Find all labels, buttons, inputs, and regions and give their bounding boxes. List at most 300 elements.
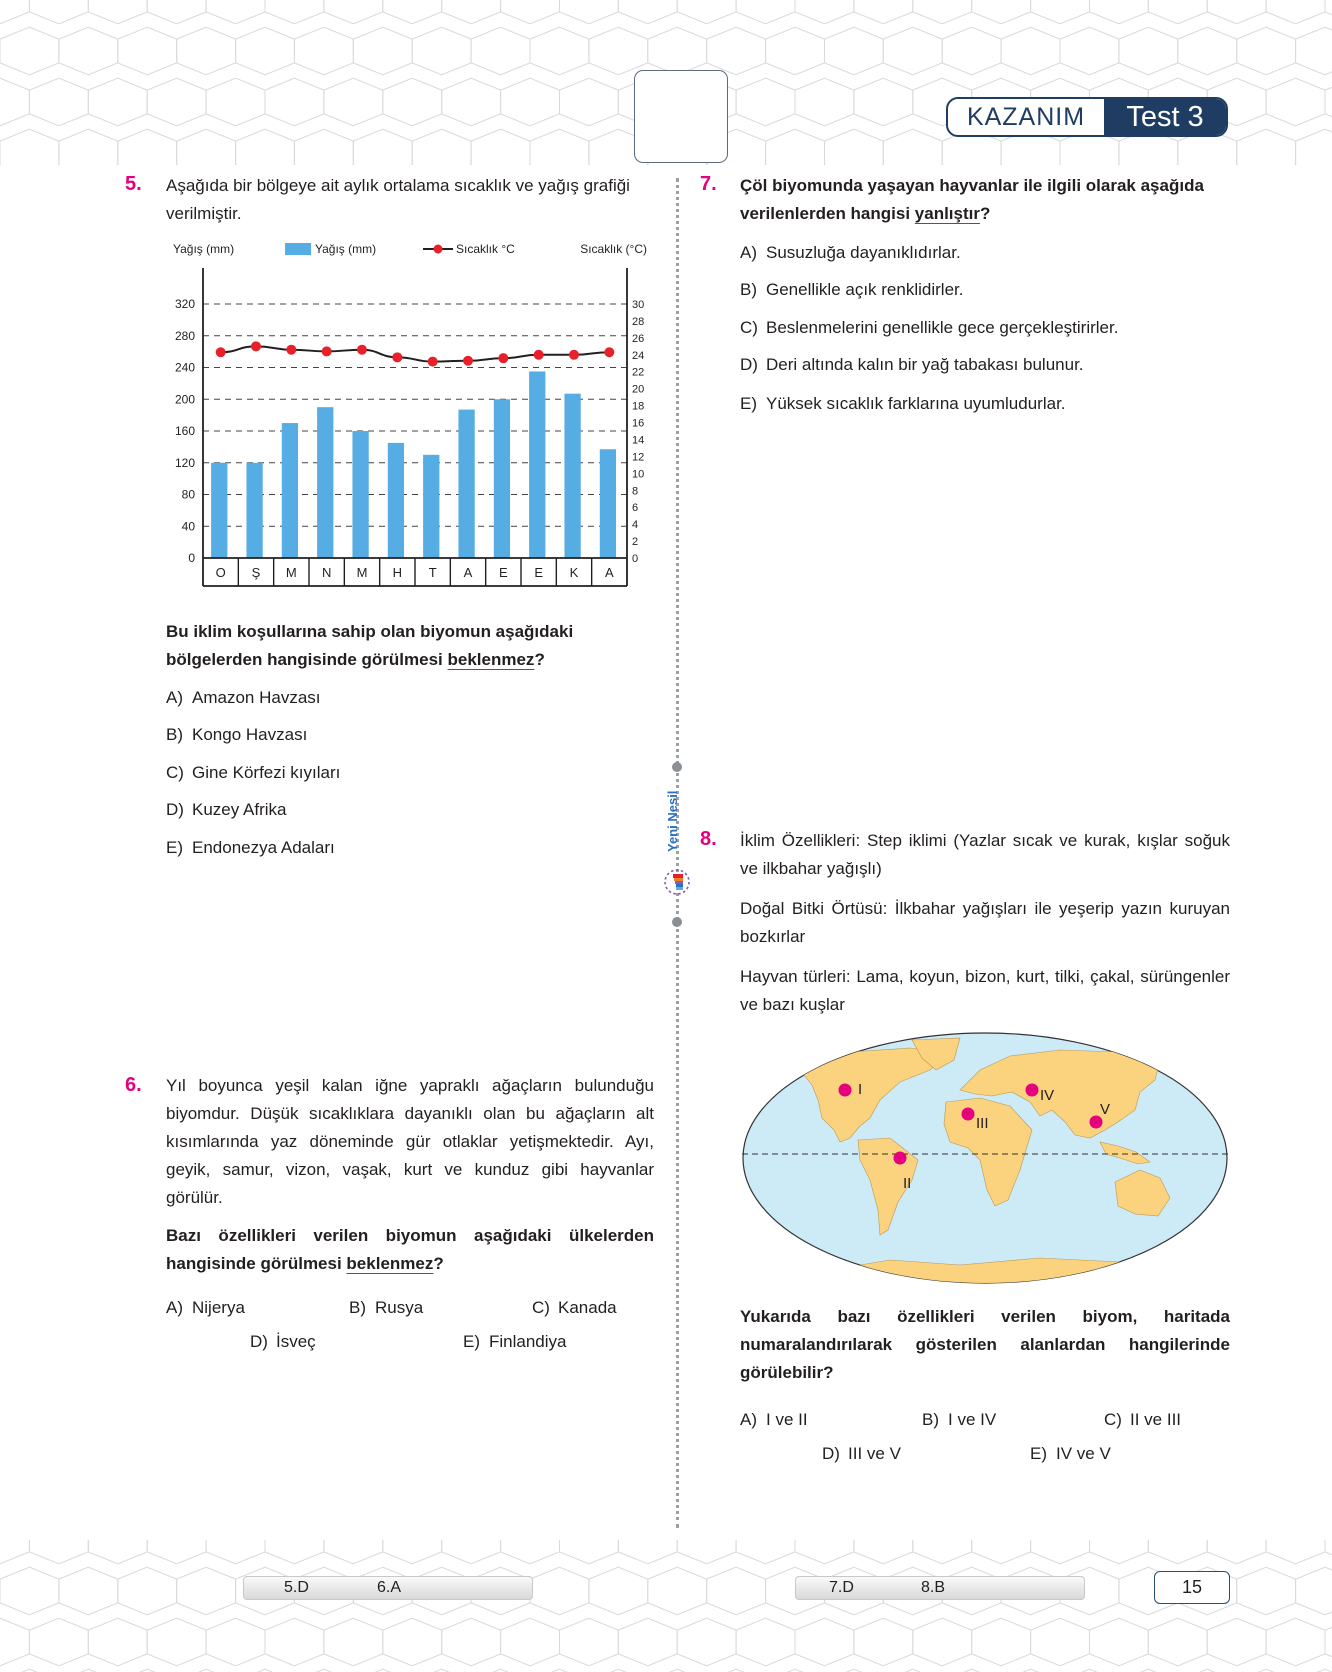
hexagon-shape xyxy=(1237,129,1296,165)
option-text: Kongo Havzası xyxy=(192,725,308,744)
q7-question-text: Çöl biyomunda yaşayan hayvanlar ile ilgili olarak aşağıda verilenlerden hangisi xyxy=(740,176,1204,223)
hexagon-shape xyxy=(1296,129,1332,165)
q6-option-a[interactable] xyxy=(166,1298,245,1318)
q7-question-end: ? xyxy=(979,204,991,223)
q7-option-e[interactable] xyxy=(740,394,1066,414)
y-tick-label: 160 xyxy=(174,424,195,438)
hexagon-shape xyxy=(383,1618,442,1666)
q6-question-emphasis: beklenmez xyxy=(346,1254,434,1273)
y-tick-label: 120 xyxy=(174,455,195,470)
hexagon-shape xyxy=(972,1618,1031,1666)
y2-tick-label: 28 xyxy=(632,315,645,328)
q5-option-a[interactable] xyxy=(166,688,321,708)
option-letter: E) xyxy=(740,394,757,413)
bar-precip xyxy=(564,394,580,558)
y2-tick-label: 26 xyxy=(632,332,645,345)
option-letter: A) xyxy=(740,1410,757,1429)
q5-question xyxy=(166,618,658,674)
hexagon-shape xyxy=(0,0,29,24)
hexagon-shape xyxy=(766,27,825,75)
temperature-point xyxy=(322,346,332,356)
hexagon-shape xyxy=(294,129,353,165)
hexagon-shape xyxy=(412,129,471,165)
option-text: Susuzluğa dayanıklıdırlar. xyxy=(766,243,961,262)
question-number-7: 7. xyxy=(700,173,717,195)
x-tick-label: Ş xyxy=(251,565,261,580)
bar-precip xyxy=(423,455,439,558)
option-text: Gine Körfezi kıyıları xyxy=(192,763,341,782)
hexagon-shape xyxy=(88,78,147,126)
option-text: Genellikle açık renklidirler. xyxy=(766,280,964,299)
y-tick-label: 320 xyxy=(174,297,195,311)
map-marker-label: V xyxy=(1100,1101,1111,1118)
temperature-point xyxy=(216,347,226,357)
hexagon-shape xyxy=(1031,0,1090,24)
question-number-8: 8. xyxy=(700,828,717,850)
badge-test-number: Test 3 xyxy=(1104,99,1226,135)
hexagon-shape xyxy=(825,27,884,75)
hexagon-shape xyxy=(854,0,913,24)
hexagon-shape xyxy=(1031,1540,1090,1564)
hexagon-shape xyxy=(29,1618,88,1666)
hexagon-shape xyxy=(795,1540,854,1564)
hexagon-shape xyxy=(206,0,265,24)
hexagon-shape xyxy=(913,1540,972,1564)
x-tick-label: M xyxy=(356,565,368,580)
q7-option-d[interactable] xyxy=(740,355,1084,375)
hexagon-shape xyxy=(177,129,236,165)
legend-label-temp: Sıcaklık °C xyxy=(456,242,515,256)
temperature-line xyxy=(221,346,610,361)
option-text: III ve V xyxy=(848,1444,901,1463)
temperature-point xyxy=(428,357,438,367)
map-marker xyxy=(894,1152,907,1165)
hexagon-shape xyxy=(707,27,766,75)
answer-6: 6.A xyxy=(377,1579,402,1596)
hexagon-shape xyxy=(1119,27,1178,75)
option-letter: E) xyxy=(1030,1444,1047,1463)
hexagon-shape xyxy=(324,0,383,24)
legend-label-precip: Yağış (mm) xyxy=(315,242,377,256)
hexagon-shape xyxy=(29,1540,88,1564)
x-tick-label: M xyxy=(285,565,297,580)
hexagon-shape xyxy=(29,0,88,24)
q6-option-e[interactable] xyxy=(463,1332,567,1352)
hexagon-shape xyxy=(177,1567,236,1615)
q8-option-a[interactable] xyxy=(740,1410,808,1430)
hexagon-shape xyxy=(265,0,324,24)
hexagon-shape xyxy=(118,1567,177,1615)
hexagon-shape xyxy=(1090,0,1149,24)
hexagon-shape xyxy=(353,27,412,75)
q6-option-d[interactable] xyxy=(250,1332,316,1352)
x-tick-label: N xyxy=(321,565,332,580)
q5-intro: Aşağıda bir bölgeye ait aylık ortalama sıcaklık ve yağış grafiği verilmiştir. xyxy=(166,176,630,223)
hexagon-shape xyxy=(1296,27,1332,75)
hexagon-shape xyxy=(1148,1540,1207,1564)
y2-tick-label: 0 xyxy=(632,553,639,565)
hexagon-shape xyxy=(1266,78,1325,126)
q5-option-e[interactable] xyxy=(166,838,335,858)
answer-key-right xyxy=(795,1576,1085,1600)
hexagon-shape xyxy=(88,1540,147,1564)
hexagon-shape xyxy=(294,27,353,75)
hexagon-shape xyxy=(913,1618,972,1666)
hexagon-shape xyxy=(648,1567,707,1615)
hexagon-shape xyxy=(0,129,59,165)
option-text: Rusya xyxy=(375,1298,424,1317)
hexagon-shape xyxy=(589,1567,648,1615)
option-text: IV ve V xyxy=(1056,1444,1111,1463)
blank-frame xyxy=(634,70,728,163)
bar-precip xyxy=(317,407,333,558)
answer-key-left xyxy=(243,1576,533,1600)
y2-tick-label: 10 xyxy=(632,468,645,481)
option-letter: E) xyxy=(463,1332,480,1351)
option-letter: E) xyxy=(166,838,183,857)
q5-option-d[interactable] xyxy=(166,800,287,820)
q8-question: Yukarıda bazı özellikleri verilen biyom, haritada numaralandırılarak gösterilen alanlardan hangilerinde görülebilir? xyxy=(740,1307,1230,1382)
y2-tick-label: 20 xyxy=(632,383,645,396)
option-letter: C) xyxy=(1104,1410,1122,1429)
option-text: I ve II xyxy=(766,1410,808,1429)
hexagon-shape xyxy=(648,27,707,75)
land-antarctica xyxy=(830,1258,1160,1290)
bar-precip xyxy=(600,449,616,558)
y-tick-label: 0 xyxy=(188,551,195,565)
hexagon-shape xyxy=(677,1618,736,1666)
y2-tick-label: 2 xyxy=(632,536,639,549)
q8-option-b[interactable] xyxy=(922,1410,996,1430)
hexagon-shape xyxy=(1266,1540,1325,1564)
hexagon-shape xyxy=(1266,0,1325,24)
y-tick-label: 80 xyxy=(181,487,195,502)
hexagon-shape xyxy=(589,27,648,75)
option-letter: D) xyxy=(250,1332,268,1351)
y2-tick-label: 30 xyxy=(632,299,645,311)
hexagon-shape xyxy=(118,27,177,75)
hexagon-pattern-bottom xyxy=(0,1540,1332,1672)
hexagon-shape xyxy=(972,1540,1031,1564)
hexagon-shape xyxy=(1090,1618,1149,1666)
q7-option-b[interactable] xyxy=(740,280,963,300)
hexagon-shape xyxy=(501,1618,560,1666)
hexagon-shape xyxy=(1325,1540,1332,1564)
hexagon-shape xyxy=(618,0,677,24)
option-text: Endonezya Adaları xyxy=(192,838,335,857)
y2-tick-label: 18 xyxy=(632,400,645,413)
hexagon-shape xyxy=(1207,1540,1266,1564)
x-tick-label: E xyxy=(498,565,508,580)
y-tick-label: 240 xyxy=(174,360,195,375)
q6-option-c[interactable] xyxy=(532,1298,617,1318)
brand-emblem-icon xyxy=(663,868,691,896)
hexagon-shape xyxy=(383,78,442,126)
hexagon-shape xyxy=(118,129,177,165)
hexagon-shape xyxy=(236,27,295,75)
test-badge xyxy=(946,97,1228,137)
option-text: İsveç xyxy=(276,1332,316,1351)
hexagon-shape xyxy=(1325,78,1332,126)
q8-vegetation: Doğal Bitki Örtüsü: İlkbahar yağışları ile yeşerip yazın kuruyan bozkırlar xyxy=(740,899,1230,946)
y2-tick-label: 6 xyxy=(632,502,639,515)
hexagon-shape xyxy=(206,1540,265,1564)
hexagon-shape xyxy=(59,1567,118,1615)
hexagon-shape xyxy=(147,1540,206,1564)
q6-question xyxy=(166,1222,654,1278)
hexagon-shape xyxy=(88,0,147,24)
page-number: 15 xyxy=(1154,1571,1230,1604)
option-letter: B) xyxy=(740,280,757,299)
hexagon-shape xyxy=(324,1540,383,1564)
hexagon-shape xyxy=(471,129,530,165)
bar-precip xyxy=(211,463,227,558)
q6-intro: Yıl boyunca yeşil kalan iğne yapraklı ağaçların bulunduğu biyomdur. Düşük sıcaklıklara dayanıklı olan bu ağaçların alt kısımlarında yaz döneminde gür otlaklar yetişmektedir. Ayı, geyik, samur, vizon, vaşak, kurt ve kunduz gibi hayvanlar görülür. xyxy=(166,1076,654,1207)
hexagon-shape xyxy=(206,1618,265,1666)
x-tick-label: A xyxy=(463,565,473,580)
hexagon-shape xyxy=(1325,1618,1332,1666)
divider-dot xyxy=(672,917,682,927)
y2-tick-label: 14 xyxy=(632,434,645,447)
map-marker-label: II xyxy=(903,1175,912,1192)
hexagon-shape xyxy=(883,129,942,165)
hexagon-shape xyxy=(1148,0,1207,24)
bar-precip xyxy=(494,399,510,558)
q8-option-d[interactable] xyxy=(822,1444,901,1464)
hexagon-shape xyxy=(1207,0,1266,24)
hexagon-shape xyxy=(471,27,530,75)
temperature-point xyxy=(286,345,296,355)
y-tick-label: 280 xyxy=(174,328,195,343)
option-letter: D) xyxy=(166,800,184,819)
y-tick-label: 40 xyxy=(181,519,195,534)
hexagon-shape xyxy=(442,78,501,126)
hexagon-shape xyxy=(1237,1567,1296,1615)
hexagon-shape xyxy=(1090,1540,1149,1564)
temperature-point xyxy=(251,341,261,351)
hexagon-shape xyxy=(0,27,59,75)
map-marker-label: I xyxy=(858,1081,863,1098)
hexagon-shape xyxy=(560,1540,619,1564)
q7-question xyxy=(740,172,1230,228)
temperature-point xyxy=(534,350,544,360)
hexagon-shape xyxy=(854,78,913,126)
option-text: Kanada xyxy=(558,1298,617,1317)
hexagon-shape xyxy=(383,0,442,24)
q8-animals: Hayvan türleri: Lama, koyun, bizon, kurt, tilki, çakal, sürüngenler ve bazı kuşlar xyxy=(740,967,1230,1014)
hexagon-shape xyxy=(59,129,118,165)
hexagon-shape xyxy=(236,129,295,165)
hexagon-shape xyxy=(88,1618,147,1666)
q5-option-c[interactable] xyxy=(166,763,340,783)
question-number-5: 5. xyxy=(125,173,142,195)
hexagon-shape xyxy=(972,0,1031,24)
y-axis-label: Yağış (mm) xyxy=(173,242,235,256)
map-marker-label: IV xyxy=(1040,1087,1055,1104)
bar-precip xyxy=(282,423,298,558)
option-letter: A) xyxy=(166,1298,183,1317)
answer-8: 8.B xyxy=(921,1579,946,1596)
temperature-point xyxy=(392,352,402,362)
hexagon-shape xyxy=(560,1618,619,1666)
option-text: Amazon Havzası xyxy=(192,688,321,707)
q5-question-emphasis: beklenmez xyxy=(447,650,535,669)
hexagon-shape xyxy=(1266,1618,1325,1666)
hexagon-shape xyxy=(618,1618,677,1666)
hexagon-shape xyxy=(1325,0,1332,24)
q7-question-emphasis: yanlıştır xyxy=(914,204,980,223)
temperature-point xyxy=(569,350,579,360)
legend-swatch-precip xyxy=(285,243,311,255)
option-letter: C) xyxy=(166,763,184,782)
map-marker xyxy=(962,1108,975,1121)
temperature-point xyxy=(604,347,614,357)
hexagon-shape xyxy=(442,1618,501,1666)
option-letter: A) xyxy=(166,688,183,707)
hexagon-shape xyxy=(1296,1567,1332,1615)
q5-question-end: ? xyxy=(534,650,545,669)
hexagon-shape xyxy=(1237,27,1296,75)
x-tick-label: O xyxy=(215,565,226,580)
brand-logo xyxy=(661,790,693,900)
hexagon-shape xyxy=(353,129,412,165)
hexagon-shape xyxy=(324,78,383,126)
option-text: Finlandiya xyxy=(489,1332,567,1351)
hexagon-shape xyxy=(942,27,1001,75)
hexagon-shape xyxy=(766,129,825,165)
y2-tick-label: 12 xyxy=(632,451,645,464)
y-tick-label: 200 xyxy=(174,392,195,407)
option-letter: C) xyxy=(532,1298,550,1317)
q7-option-c[interactable] xyxy=(740,318,1118,338)
hexagon-shape xyxy=(913,0,972,24)
q7-option-a[interactable] xyxy=(740,243,961,263)
hexagon-shape xyxy=(707,1567,766,1615)
option-letter: B) xyxy=(166,725,183,744)
q5-question-text: Bu iklim koşullarına sahip olan biyomun aşağıdaki bölgelerden hangisinde görülmesi xyxy=(166,622,574,669)
hexagon-shape xyxy=(1178,27,1237,75)
option-letter: C) xyxy=(740,318,758,337)
hexagon-shape xyxy=(265,1618,324,1666)
hexagon-shape xyxy=(530,27,589,75)
hexagon-shape xyxy=(736,0,795,24)
option-letter: B) xyxy=(349,1298,366,1317)
hexagon-shape xyxy=(560,78,619,126)
y2-axis-label: Sıcaklık (°C) xyxy=(580,242,647,256)
hexagon-shape xyxy=(560,0,619,24)
hexagon-shape xyxy=(883,27,942,75)
hexagon-shape xyxy=(383,1540,442,1564)
temperature-point xyxy=(463,356,473,366)
hexagon-shape xyxy=(501,0,560,24)
bar-precip xyxy=(529,371,545,558)
hexagon-shape xyxy=(618,1540,677,1564)
q6-option-b[interactable] xyxy=(349,1298,423,1318)
option-letter: B) xyxy=(922,1410,939,1429)
hexagon-shape xyxy=(736,1540,795,1564)
hexagon-shape xyxy=(265,1540,324,1564)
hexagon-shape xyxy=(147,78,206,126)
map-marker xyxy=(839,1084,852,1097)
y2-tick-label: 4 xyxy=(632,519,639,532)
option-letter: A) xyxy=(740,243,757,262)
hexagon-shape xyxy=(1207,1618,1266,1666)
x-tick-label: K xyxy=(569,565,579,580)
hexagon-shape xyxy=(1148,1618,1207,1666)
map-marker xyxy=(1026,1084,1039,1097)
hexagon-shape xyxy=(530,129,589,165)
x-tick-label: H xyxy=(392,565,403,580)
hexagon-shape xyxy=(206,78,265,126)
climate-chart xyxy=(165,238,655,590)
q8-option-e[interactable] xyxy=(1030,1444,1111,1464)
y2-tick-label: 22 xyxy=(632,366,645,379)
question-number-6: 6. xyxy=(125,1074,142,1096)
bar-precip xyxy=(246,463,262,558)
legend-marker-temp xyxy=(434,245,443,254)
hexagon-shape xyxy=(0,1540,29,1564)
q8-option-c[interactable] xyxy=(1104,1410,1181,1430)
hexagon-shape xyxy=(324,1618,383,1666)
hexagon-shape xyxy=(795,1618,854,1666)
hexagon-shape xyxy=(736,78,795,126)
q5-option-b[interactable] xyxy=(166,725,307,745)
y2-tick-label: 16 xyxy=(632,417,645,430)
hexagon-shape xyxy=(825,129,884,165)
option-text: I ve IV xyxy=(948,1410,997,1429)
hexagon-shape xyxy=(736,1618,795,1666)
option-text: Kuzey Afrika xyxy=(192,800,287,819)
hexagon-shape xyxy=(854,1540,913,1564)
hexagon-shape xyxy=(501,78,560,126)
hexagon-shape xyxy=(265,78,324,126)
x-tick-label: T xyxy=(428,565,437,580)
y2-tick-label: 24 xyxy=(632,349,645,362)
hexagon-shape xyxy=(795,0,854,24)
world-map xyxy=(740,1030,1230,1290)
hexagon-shape xyxy=(442,1540,501,1564)
hexagon-shape xyxy=(1060,27,1119,75)
q8-climate: İklim Özellikleri: Step iklimi (Yazlar sıcak ve kurak, kışlar soğuk ve ilkbahar yağışlı) xyxy=(740,831,1230,878)
hexagon-shape xyxy=(677,0,736,24)
hexagon-shape xyxy=(0,78,29,126)
hexagon-shape xyxy=(1001,27,1060,75)
hexagon-shape xyxy=(530,1567,589,1615)
bar-precip xyxy=(458,410,474,558)
hexagon-shape xyxy=(29,78,88,126)
hexagon-shape xyxy=(1031,1618,1090,1666)
divider-dot xyxy=(672,762,682,772)
x-tick-label: E xyxy=(534,565,544,580)
world-map-svg xyxy=(740,1030,1230,1290)
badge-kazanim: KAZANIM xyxy=(966,102,1086,131)
answer-7: 7.D xyxy=(829,1579,854,1596)
q6-question-text: Bazı özellikleri verilen biyomun aşağıdaki ülkelerden hangisinde görülmesi xyxy=(166,1226,654,1273)
option-text: Yüksek sıcaklık farklarına uyumludurlar. xyxy=(766,394,1066,413)
q6-question-end: ? xyxy=(433,1254,444,1273)
option-text: Deri altında kalın bir yağ tabakası bulunur. xyxy=(766,355,1084,374)
bar-precip xyxy=(388,443,404,558)
option-text: Nijerya xyxy=(192,1298,245,1317)
x-tick-label: A xyxy=(604,565,614,580)
option-text: Beslenmelerini genellikle gece gerçekleştirirler. xyxy=(766,318,1119,337)
y2-tick-label: 8 xyxy=(632,485,639,498)
answer-5: 5.D xyxy=(284,1579,309,1596)
hexagon-shape xyxy=(795,78,854,126)
climate-chart-svg xyxy=(165,238,655,590)
map-marker-label: III xyxy=(976,1115,989,1132)
hexagon-shape xyxy=(412,27,471,75)
